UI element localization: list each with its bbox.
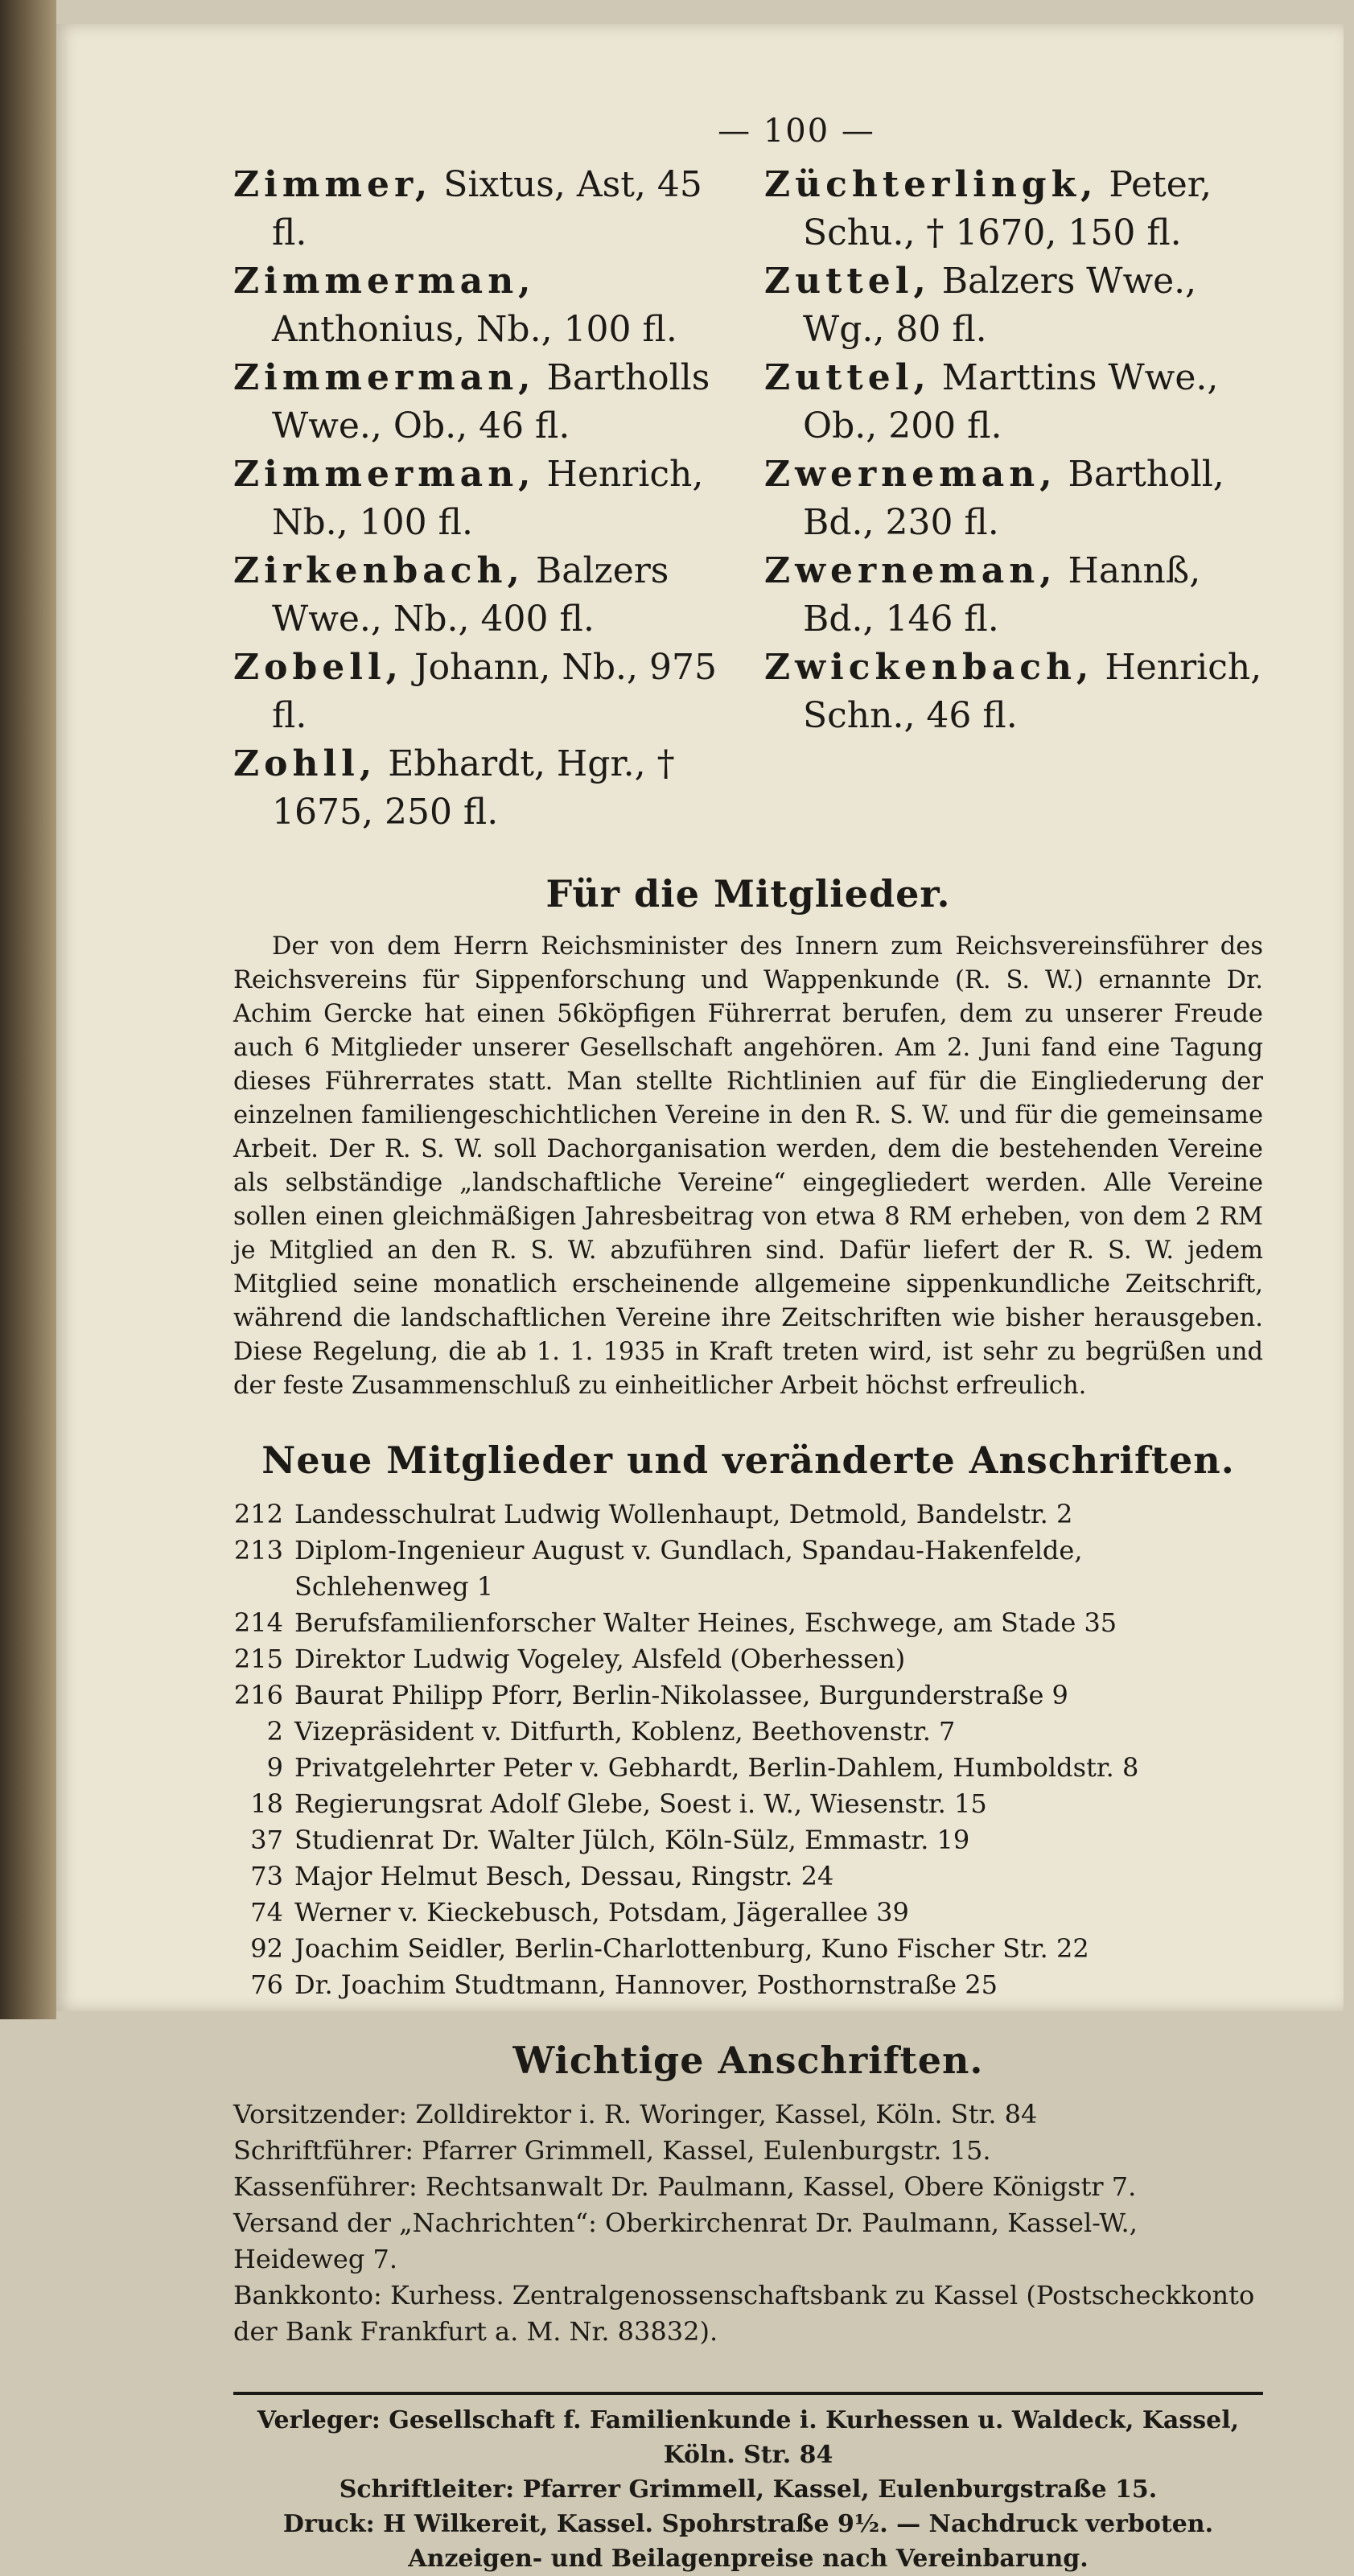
list-item: 212 Landesschulrat Ludwig Wollenhaupt, Detmold, Bandelstr. 2 bbox=[233, 1499, 1073, 1529]
register-entry: Zuttel, Marttins Wwe., Ob., 200 fl. bbox=[764, 357, 1219, 446]
list-item: 74 Werner v. Kieckebusch, Potsdam, Jägerallee 39 bbox=[250, 1897, 909, 1928]
list-item: 2 Vizepräsident v. Ditfurth, Koblenz, Beethovenstr. 7 bbox=[266, 1716, 956, 1747]
register-entry: Zimmerman, Anthonius, Nb., 100 fl. bbox=[233, 261, 677, 350]
list-item: 216 Baurat Philipp Pforr, Berlin-Nikolassee, Burgunderstraße 9 bbox=[233, 1680, 1068, 1710]
list-item: 214 Berufsfamilienforscher Walter Heines, Eschwege, am Stade 35 bbox=[233, 1607, 1117, 1638]
page-number: — 100 — bbox=[718, 113, 875, 150]
left-column bbox=[233, 161, 732, 837]
register-entry: Zirkenbach, Balzers Wwe., Nb., 400 fl. bbox=[233, 550, 669, 640]
list-item: 92 Joachim Seidler, Berlin-Charlottenburg, Kuno Fischer Str. 22 bbox=[250, 1933, 1089, 1964]
page-content bbox=[233, 113, 1263, 2576]
list-item: 73 Major Helmut Besch, Dessau, Ringstr. 24 bbox=[250, 1861, 834, 1891]
section-heading-addresses: Wichtige Anschriften. bbox=[512, 2039, 984, 2082]
register-columns bbox=[233, 161, 1263, 837]
register-entry: Zwerneman, Hannß, Bd., 146 fl. bbox=[764, 550, 1201, 640]
imprint-line: Druck: H Wilkereit, Kassel. Spohrstraße 9½. — Nachdruck verboten. bbox=[282, 2510, 1214, 2538]
new-members-list bbox=[233, 1496, 1263, 2003]
address-line: Bankkonto: Kurhess. Zentralgenossenschaftsbank zu Kassel (Postscheckkonto der Bank Frankfurt a. M. Nr. 83832). bbox=[233, 2280, 1255, 2347]
register-entry: Zimmerman, Henrich, Nb., 100 fl. bbox=[233, 454, 704, 543]
list-item: 9 Privatgelehrter Peter v. Gebhardt, Berlin-Dahlem, Humboldstr. 8 bbox=[266, 1752, 1139, 1783]
register-entry: Zwickenbach, Henrich, Schn., 46 fl. bbox=[764, 647, 1262, 736]
section-heading-new-members: Neue Mitglieder und veränderte Anschriften. bbox=[261, 1438, 1235, 1482]
register-entry: Zohll, Ebhardt, Hgr., † 1675, 250 fl. bbox=[233, 743, 675, 833]
divider bbox=[233, 2392, 1263, 2395]
address-line: Vorsitzender: Zolldirektor i. R. Woringer, Kassel, Köln. Str. 84 bbox=[233, 2099, 1038, 2130]
address-line: Schriftführer: Pfarrer Grimmell, Kassel, Eulenburgstr. 15. bbox=[233, 2135, 991, 2166]
right-column bbox=[764, 161, 1263, 837]
section-heading-members: Für die Mitglieder. bbox=[545, 872, 951, 916]
imprint-line: Schriftleiter: Pfarrer Grimmell, Kassel, Eulenburgstraße 15. bbox=[339, 2475, 1158, 2504]
address-line: Kassenführer: Rechtsanwalt Dr. Paulmann, Kassel, Obere Königstr 7. bbox=[233, 2171, 1137, 2202]
list-item: 215 Direktor Ludwig Vogeley, Alsfeld (Oberhessen) bbox=[233, 1644, 906, 1674]
register-entry: Zimmerman, Bartholls Wwe., Ob., 46 fl. bbox=[233, 357, 710, 446]
register-entry: Zobell, Johann, Nb., 975 fl. bbox=[233, 647, 717, 736]
register-entry: Zuttel, Balzers Wwe., Wg., 80 fl. bbox=[764, 261, 1197, 350]
list-item: 37 Studienrat Dr. Walter Jülch, Köln-Sülz, Emmastr. 19 bbox=[250, 1825, 970, 1855]
list-item: 76 Dr. Joachim Studtmann, Hannover, Posthornstraße 25 bbox=[250, 1969, 998, 2000]
book-spine bbox=[0, 0, 56, 2019]
register-entry: Züchterlingk, Peter, Schu., † 1670, 150 fl. bbox=[764, 164, 1212, 253]
register-entry: Zimmer, Sixtus, Ast, 45 fl. bbox=[233, 164, 702, 253]
register-entry: Zwerneman, Bartholl, Bd., 230 fl. bbox=[764, 454, 1224, 543]
address-line: Versand der „Nachrichten“: Oberkirchenrat Dr. Paulmann, Kassel-W., Heideweg 7. bbox=[233, 2208, 1138, 2274]
list-item: 18 Regierungsrat Adolf Glebe, Soest i. W., Wiesenstr. 15 bbox=[250, 1788, 987, 1819]
imprint-line: Anzeigen- und Beilagenpreise nach Vereinbarung. bbox=[408, 2545, 1089, 2573]
members-notice-paragraph: Der von dem Herrn Reichsminister des Innern zum Reichsvereinsführer des Reichsvereins für Sippenforschung und Wappenkunde (R. S. W.) ernannte Dr. Achim Gercke hat einen 56köpfigen Führerrat berufen, dem zu unserer Freude auch 6 Mitglieder unserer Gesellschaft angehören. Am 2. Juni fand eine Tagung dieses Führerrates statt. Man stellte Richtlinien auf für die Eingliederung der einzelnen familiengeschichtlichen Vereine in den R. S. W. und für die gemeinsame Arbeit. Der R. S. W. soll Dachorganisation werden, dem die bestehenden Vereine als selbständige „landschaftliche Vereine“ eingegliedert werden. Alle Vereine sollen einen gleichmäßigen Jahresbeitrag von etwa 8 RM erheben, von dem 2 RM je Mitglied an den R. S. W. abzuführen sind. Dafür liefert der R. S. W. jedem Mitglied seine monatlich erscheinende allgemeine sippenkundliche Zeitschrift, während die landschaftlichen Vereine ihre Zeitschriften wie bisher herausgeben. Diese Regelung, die ab 1. 1. 1935 in Kraft treten wird, ist sehr zu begrüßen und der feste Zusammenschluß zu einheitlicher Arbeit höchst erfreulich. bbox=[233, 932, 1263, 1400]
imprint-line: Verleger: Gesellschaft f. Familienkunde i. Kurhessen u. Waldeck, Kassel, Köln. Str. 84 bbox=[257, 2406, 1240, 2469]
list-item: 213 Diplom-Ingenieur August v. Gundlach, Spandau-Hakenfelde, Schlehenweg 1 bbox=[233, 1535, 1083, 1602]
